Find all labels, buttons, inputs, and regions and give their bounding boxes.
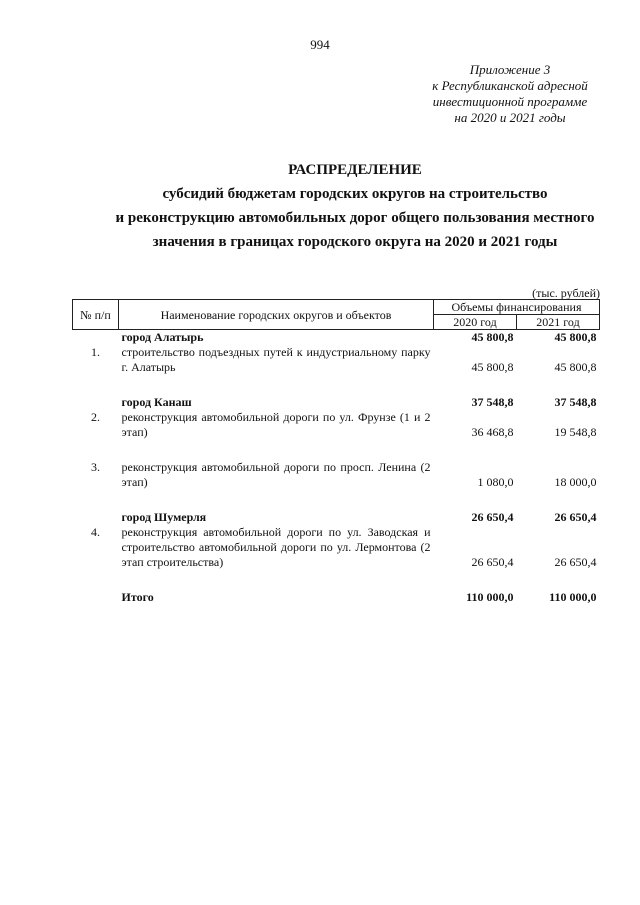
city-total-2021: 26 650,4 [554,510,597,524]
header-name: Наименование городских округов и объектов [119,300,434,330]
total-2021: 110 000,0 [549,590,597,604]
city-name: город Канаш [121,395,192,409]
title-line: значения в границах городского округа на 2020 и 2021 годы [152,234,558,250]
city-row [73,330,600,346]
row-number: 1. [91,345,100,359]
units-note: (тыс. рублей) [532,286,600,300]
row-number: 4. [91,525,100,539]
city-row [73,510,600,525]
object-name: строительство подъездных путей к индустриальному парку г. Алатырь [121,345,431,374]
document-title [60,158,640,254]
city-total-2020: 37 548,8 [471,395,514,409]
header-no: № п/п [73,300,119,330]
title-line: РАСПРЕДЕЛЕНИЕ [288,162,422,178]
appendix-line: Приложение 3 [469,62,551,77]
appendix-note [410,62,610,126]
table-row [73,460,600,490]
appendix-line: инвестиционной программе [432,94,588,109]
value-2021: 26 650,4 [554,555,597,569]
header-2020: 2020 год [434,315,517,330]
appendix-line: на 2020 и 2021 годы [454,110,566,125]
value-2020: 36 468,8 [471,425,514,439]
object-name: реконструкция автомобильной дороги по ул. Фрунзе (1 и 2 этап) [121,410,431,439]
city-name: город Алатырь [121,330,204,344]
city-name: город Шумерля [121,510,207,524]
page-number: 994 [310,37,330,52]
city-total-2020: 26 650,4 [471,510,514,524]
value-2021: 18 000,0 [554,475,597,489]
value-2020: 26 650,4 [471,555,514,569]
header-2021: 2021 год [516,315,599,330]
header-volumes: Объемы финансирования [434,300,600,315]
city-row [73,395,600,410]
city-total-2021: 37 548,8 [554,395,597,409]
value-2021: 19 548,8 [554,425,597,439]
total-label: Итого [121,590,154,604]
row-number: 2. [91,410,100,424]
title-line: субсидий бюджетам городских округов на строительство [162,186,548,202]
object-name: реконструкция автомобильной дороги по просп. Ленина (2 этап) [121,460,431,489]
object-name: реконструкция автомобильной дороги по ул. Заводская и строительство автомобильной дороги по ул. Лермонтова (2 этап строительства) [121,525,431,569]
appendix-line: к Республиканской адресной [432,78,588,93]
value-2020: 45 800,8 [471,360,514,374]
table-row [73,410,600,440]
row-number: 3. [91,460,100,474]
total-row [73,590,600,605]
total-2020: 110 000,0 [466,590,514,604]
value-2020: 1 080,0 [477,475,514,489]
table-row [73,525,600,570]
distribution-table [72,299,600,605]
city-total-2021: 45 800,8 [554,330,597,344]
city-total-2020: 45 800,8 [471,330,514,344]
title-line: и реконструкцию автомобильных дорог общего пользования местного [115,210,595,226]
value-2021: 45 800,8 [554,360,597,374]
table-row [73,345,600,375]
